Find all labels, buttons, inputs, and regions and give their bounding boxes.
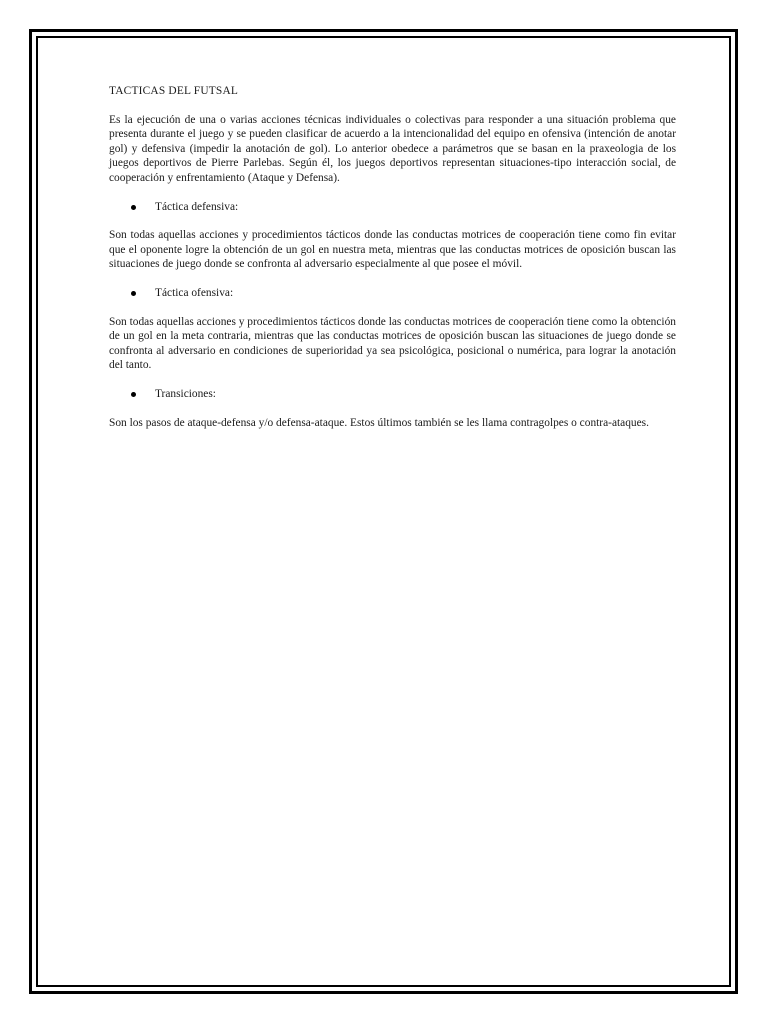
bullet-icon [131,291,136,296]
document-title: TACTICAS DEL FUTSAL [109,85,239,97]
bullet-icon [131,392,136,397]
section-heading-label: Táctica defensiva: [155,200,239,213]
section-paragraph-defensiva: Son todas aquellas acciones y procedimientos tácticos donde las conductas motrices de cooperación tiene como fin evitar que el oponente logre la obtención de un gol en nuestra meta, mientras que las conductas motrices de oposición buscan las situaciones de juego donde se confronta al adversario especialmente al que posee el móvil. [109,229,676,271]
section-heading-label: Táctica ofensiva: [155,286,234,299]
section-heading-defensiva [109,200,676,215]
section-heading-ofensiva [109,286,676,301]
section-paragraph-ofensiva: Son todas aquellas acciones y procedimientos tácticos donde las conductas motrices de cooperación tiene como la obtención de un gol en la meta contraria, mientras que las conductas motrices de oposición buscan las situaciones de juego donde se confronta al adversario en condiciones de superioridad ya sea psicológica, posicional o numérica, para lograr la anotación del tanto. [109,315,676,372]
document-body [109,84,676,444]
intro-paragraph: Es la ejecución de una o varias acciones técnicas individuales o colectivas para responder a una situación problema que presenta durante el juego y se pueden clasificar de acuerdo a la intencionalidad del equipo en ofensiva (intención de anotar gol) y defensiva (impedir la anotación de gol). Lo anterior obedece a parámetros que se basan en la praxeologia de los juegos deportivos de Pierre Parlebas. Según él, los juegos deportivos representan situaciones-tipo interacción social, de cooperación y enfrentamiento (Ataque y Defensa). [109,113,676,184]
bullet-icon [131,205,136,210]
section-heading-label: Transiciones: [155,387,216,400]
section-heading-transiciones [109,387,676,402]
section-paragraph-transiciones: Son los pasos de ataque-defensa y/o defensa-ataque. Estos últimos también se les llama contragolpes o contra-ataques. [109,416,649,429]
